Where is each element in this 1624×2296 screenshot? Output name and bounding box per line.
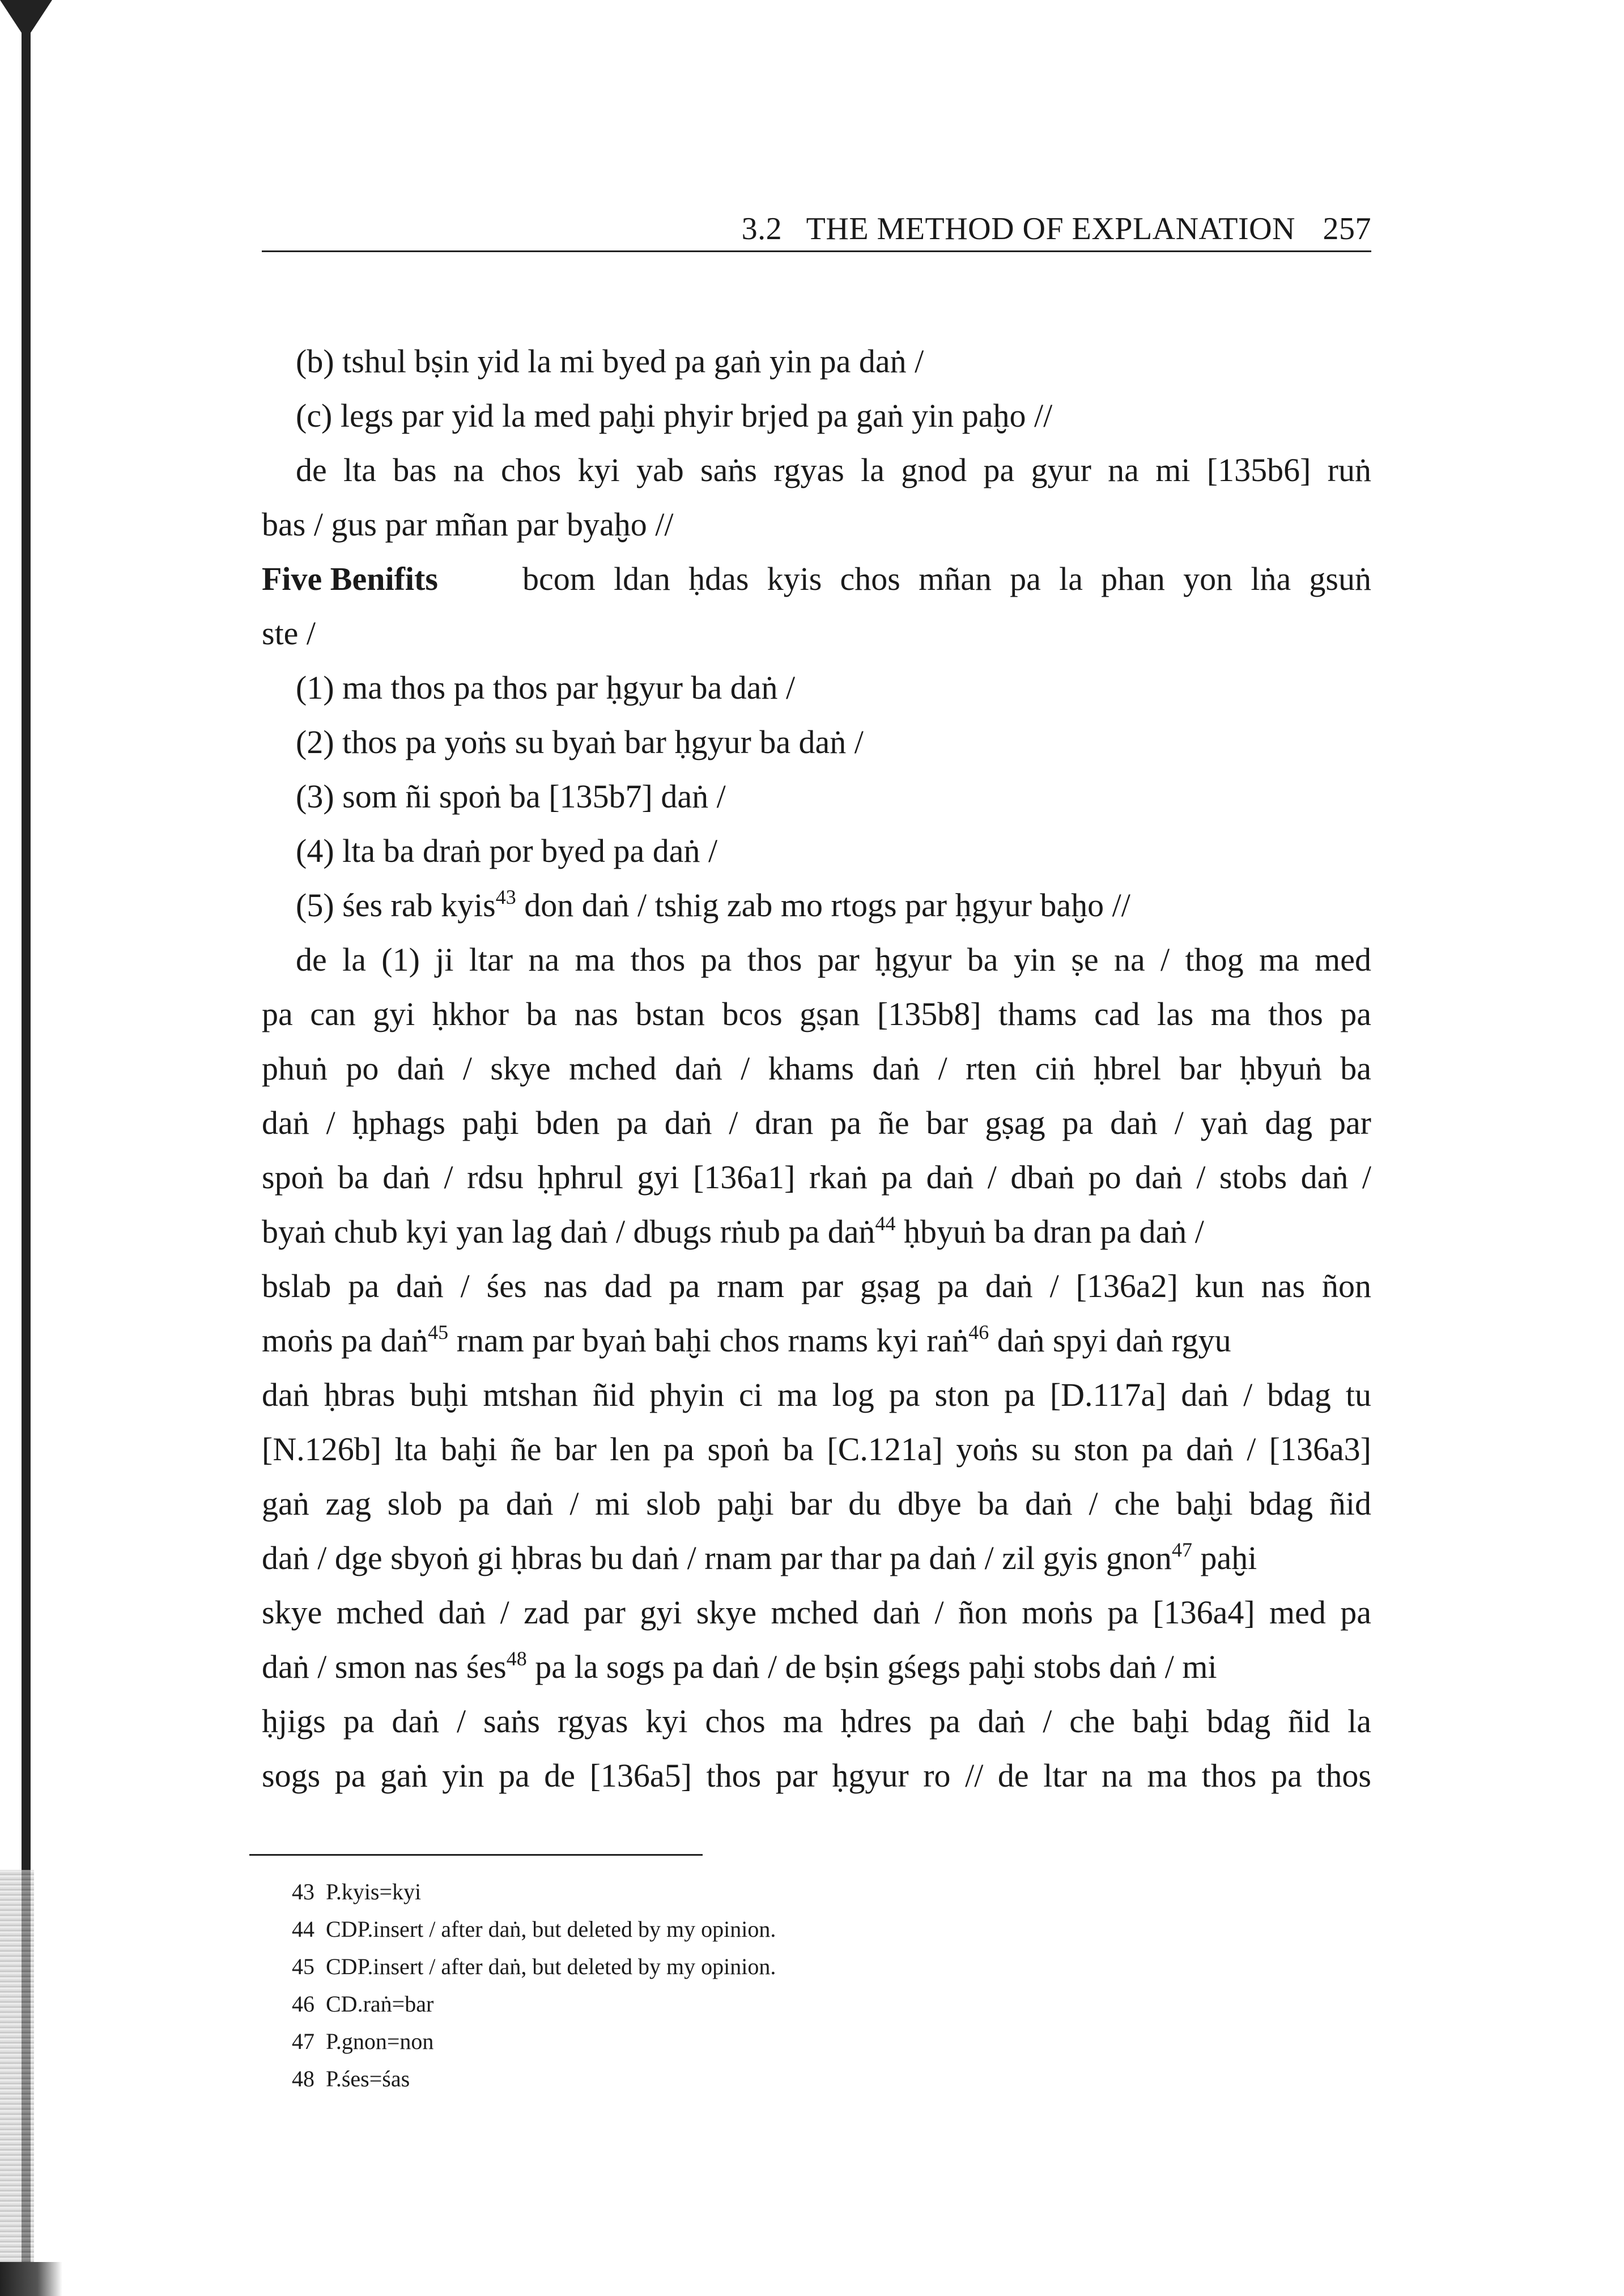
note-ref: 47	[1171, 1538, 1192, 1561]
note-ref: 45	[428, 1321, 449, 1343]
footnotes	[292, 1873, 776, 2098]
text-line	[262, 1313, 1371, 1368]
scan-binding-edge	[0, 0, 62, 2296]
footnote-text: CDP.insert / after daṅ, but deleted by my opinion.	[326, 1916, 776, 1942]
text-span: byaṅ chub kyi yan lag daṅ / dbugs rṅub pa daṅ	[262, 1213, 875, 1250]
text-line: sogs pa gaṅ yin pa de [136a5] thos par ḥgyur ro // de ltar na ma thos pa thos	[262, 1757, 1371, 1794]
binding-grain	[0, 1870, 34, 2296]
text-span: don daṅ / tshig zab mo rtogs par ḥgyur baḫo //	[524, 887, 1130, 924]
footnote-number: 47	[292, 2029, 314, 2054]
text-line: pa can gyi ḥkhor ba nas bstan bcos gṣan [135b8] thams cad las ma thos pa	[262, 996, 1371, 1032]
footnote-text: P.śes=śas	[326, 2066, 410, 2091]
binding-foot	[0, 2262, 62, 2296]
running-header-title	[742, 211, 1371, 247]
footnote-number: 44	[292, 1916, 314, 1942]
text-line: (c) legs par yid la med paḫi phyir brjed pa gaṅ yin paḫo //	[296, 397, 1053, 434]
text-span: pa la sogs pa daṅ / de bṣin gśegs paḫi stobs daṅ / mi	[535, 1648, 1217, 1685]
text-span: paḫi	[1200, 1540, 1257, 1576]
footnote-text: P.kyis=kyi	[326, 1879, 422, 1904]
text-span: rnam par byaṅ baḫi chos rnams kyi raṅ	[456, 1322, 969, 1359]
footnote	[292, 1985, 776, 2023]
text-line: (2) thos pa yoṅs su byaṅ bar ḥgyur ba daṅ /	[296, 724, 864, 760]
text-line: de lta bas na chos kyi yab saṅs rgyas la gnod pa gyur na mi [135b6] ruṅ	[296, 452, 1371, 488]
text-span: daṅ / dge sbyoṅ gi ḥbras bu daṅ / rnam par thar pa daṅ / zil gyis gnon	[262, 1540, 1172, 1576]
text-span: ḥbyuṅ ba dran pa daṅ /	[903, 1213, 1204, 1250]
text-line: ste /	[262, 615, 316, 652]
text-line: ḥjigs pa daṅ / saṅs rgyas kyi chos ma ḥdres pa daṅ / che baḫi bdag ñid la	[262, 1703, 1371, 1740]
note-ref: 46	[968, 1321, 989, 1343]
text-line: bas / gus par mñan par byaḫo //	[262, 506, 674, 543]
text-span: daṅ spyi daṅ rgyu	[997, 1322, 1231, 1359]
section-number: 3.2	[741, 211, 783, 246]
page-number: 257	[1323, 211, 1371, 246]
note-ref: 44	[875, 1212, 896, 1235]
footnote-number: 45	[292, 1954, 314, 1979]
footnote	[292, 2023, 776, 2060]
text-line	[262, 1205, 1371, 1259]
text-line	[262, 1640, 1371, 1694]
footnote-text: CDP.insert / after daṅ, but deleted by my opinion.	[326, 1954, 776, 1979]
footnote-number: 43	[292, 1879, 314, 1904]
text-line: daṅ ḥbras buḫi mtshan ñid phyin ci ma log pa ston pa [D.117a] daṅ / bdag tu	[262, 1376, 1371, 1413]
text-line: spoṅ ba daṅ / rdsu ḥphrul gyi [136a1] rkaṅ pa daṅ / dbaṅ po daṅ / stobs daṅ /	[262, 1159, 1371, 1196]
footnote	[292, 1911, 776, 1948]
text-line: bcom ldan ḥdas kyis chos mñan pa la phan yon lṅa gsuṅ	[522, 560, 1371, 597]
running-header	[262, 211, 1371, 252]
text-line: phuṅ po daṅ / skye mched daṅ / khams daṅ / rten ciṅ ḥbrel bar ḥbyuṅ ba	[262, 1050, 1371, 1087]
footnote	[292, 1873, 776, 1911]
text-span: daṅ / smon nas śes	[262, 1648, 507, 1685]
text-line: skye mched daṅ / zad par gyi skye mched daṅ / ñon moṅs pa [136a4] med pa	[262, 1594, 1371, 1631]
footnote	[292, 1948, 776, 1985]
text-line: (b) tshul bṣin yid la mi byed pa gaṅ yin pa daṅ /	[296, 343, 924, 380]
note-ref: 48	[506, 1647, 527, 1670]
text-span: (5) śes rab kyis	[296, 887, 496, 924]
text-line: (4) lta ba draṅ por byed pa daṅ /	[296, 832, 718, 869]
section-title: THE METHOD OF EXPLANATION	[806, 211, 1295, 246]
footnote-divider	[249, 1854, 703, 1856]
text-line: gaṅ zag slob pa daṅ / mi slob paḫi bar du dbye ba daṅ / che baḫi bdag ñid	[262, 1485, 1371, 1522]
note-ref: 43	[495, 886, 516, 908]
text-line: [N.126b] lta baḫi ñe bar len pa spoṅ ba [C.121a] yoṅs su ston pa daṅ / [136a3]	[262, 1431, 1371, 1468]
text-line-heading	[262, 552, 1371, 606]
section-heading: Five Benifits	[262, 560, 438, 597]
footnote-number: 48	[292, 2066, 314, 2091]
text-line	[262, 1531, 1371, 1585]
footnote-number: 46	[292, 1991, 314, 2017]
text-line: daṅ / ḥphags paḫi bden pa daṅ / dran pa ñe bar gṣag pa daṅ / yaṅ dag par	[262, 1104, 1371, 1141]
text-line: (3) som ñi spoṅ ba [135b7] daṅ /	[296, 778, 726, 815]
text-line: bslab pa daṅ / śes nas dad pa rnam par gṣag pa daṅ / [136a2] kun nas ñon	[262, 1268, 1371, 1304]
footnote-text: P.gnon=non	[326, 2029, 434, 2054]
text-span: moṅs pa daṅ	[262, 1322, 428, 1359]
text-line	[262, 878, 1371, 933]
main-text	[262, 334, 1371, 1803]
footnote	[292, 2060, 776, 2098]
text-line: de la (1) ji ltar na ma thos pa thos par ḥgyur ba yin ṣe na / thog ma med	[296, 941, 1371, 978]
footnote-text: CD.raṅ=bar	[326, 1991, 434, 2017]
text-line: (1) ma thos pa thos par ḥgyur ba daṅ /	[296, 669, 796, 706]
